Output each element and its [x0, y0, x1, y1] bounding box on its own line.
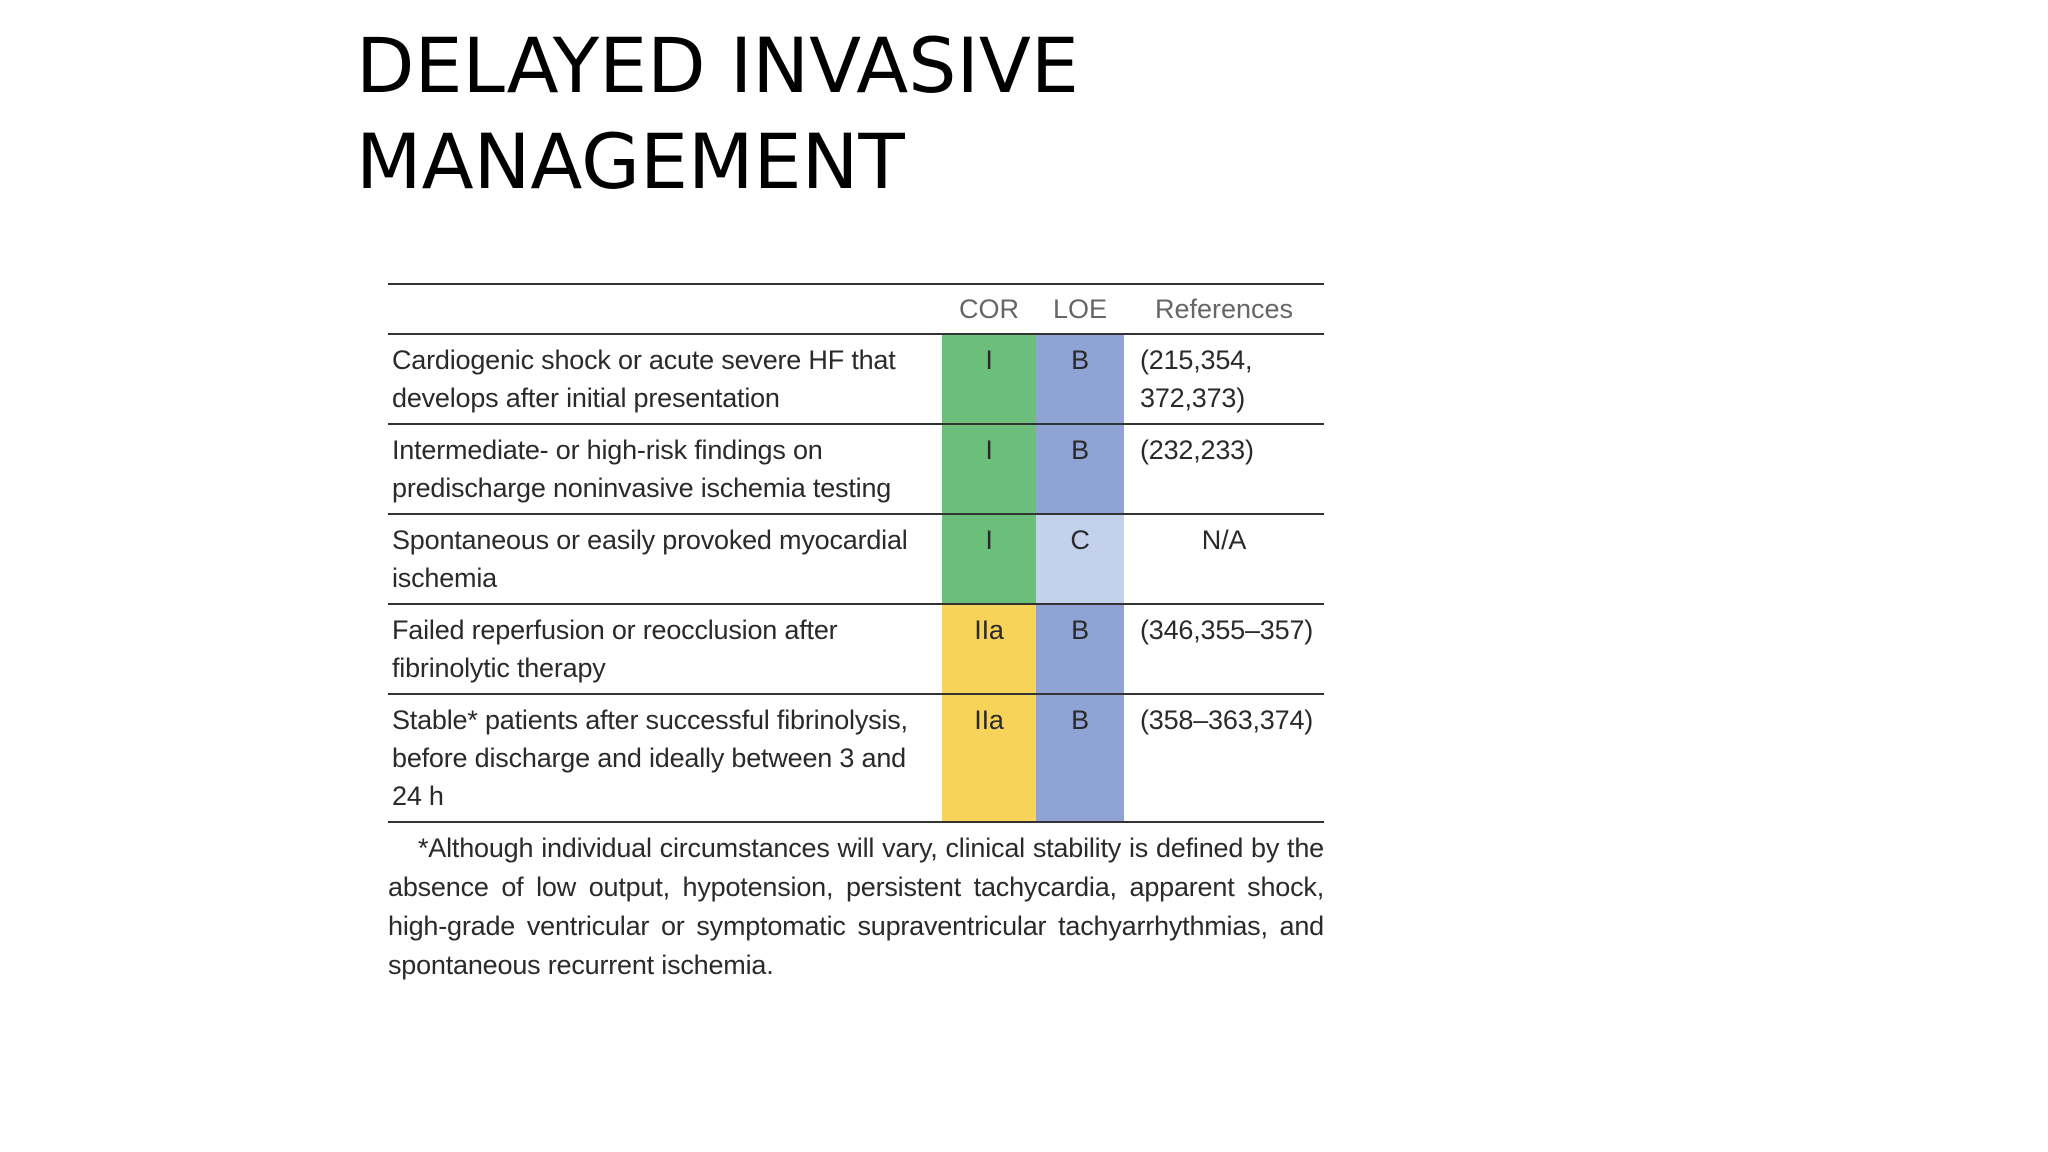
header-cor: COR — [942, 284, 1036, 334]
loe-cell: B — [1036, 604, 1124, 694]
slide-title-line-2: MANAGEMENT — [356, 117, 905, 206]
row-description: Failed reperfusion or reocclusion after fibrinolytic therapy — [388, 604, 942, 694]
cor-cell: IIa — [942, 694, 1036, 822]
header-description — [388, 284, 942, 334]
table-row — [388, 694, 1324, 822]
loe-cell: B — [1036, 694, 1124, 822]
row-description: Spontaneous or easily provoked myocardial ischemia — [388, 514, 942, 604]
table-footnote — [388, 829, 1324, 985]
table-row — [388, 514, 1324, 604]
table-row — [388, 604, 1324, 694]
references-cell: (215,354, 372,373) — [1124, 334, 1324, 424]
references-cell: (358–363,374) — [1140, 705, 1314, 735]
recommendations-table — [388, 283, 1324, 823]
slide-title-line-1: DELAYED INVASIVE — [356, 21, 1079, 110]
cor-cell: I — [942, 514, 1036, 604]
references-cell: N/A — [1124, 514, 1324, 604]
cor-cell: IIa — [942, 604, 1036, 694]
table-row — [388, 334, 1324, 424]
header-loe: LOE — [1036, 284, 1124, 334]
loe-cell: B — [1036, 334, 1124, 424]
cor-cell: I — [942, 334, 1036, 424]
table-header-row — [388, 284, 1324, 334]
header-references: References — [1124, 284, 1324, 334]
references-cell: (346,355–357) — [1124, 604, 1324, 694]
loe-cell: B — [1036, 424, 1124, 514]
row-description: Cardiogenic shock or acute severe HF that develops after initial presentation — [388, 334, 942, 424]
cor-cell: I — [942, 424, 1036, 514]
recommendations-table-figure — [388, 283, 1324, 985]
footnote-text: *Although individual circumstances will vary, clinical stability is defined by the absence of low output, hypotension, persistent tachycardia, apparent shock, high-grade ventricular or symptomatic supraventricular tachyarrhythmias, and spontaneous recurrent ischemia. — [388, 833, 1324, 980]
table-row — [388, 424, 1324, 514]
row-description: Intermediate- or high-risk findings on predischarge noninvasive ischemia testing — [388, 424, 942, 514]
loe-cell: C — [1036, 514, 1124, 604]
slide-title — [356, 18, 1256, 210]
references-cell: (232,233) — [1124, 424, 1324, 514]
row-description: Stable* patients after successful fibrinolysis, before discharge and ideally between 3 and 24 h — [392, 705, 908, 811]
